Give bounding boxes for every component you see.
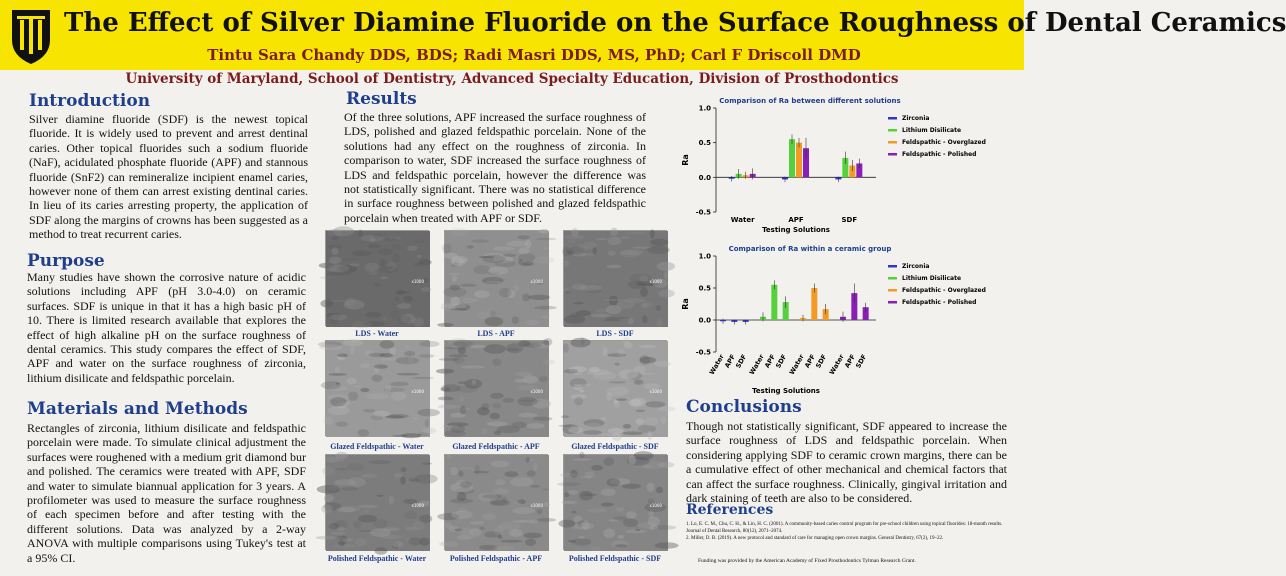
x-tick-label: Water	[707, 353, 726, 377]
sem-micrograph	[563, 230, 667, 326]
chart-title: Comparison of Ra within a ceramic group	[728, 245, 892, 253]
references-heading: References	[686, 502, 774, 518]
sem-micrograph	[563, 454, 667, 550]
micrograph-caption: LDS - APF	[477, 329, 515, 338]
purpose-text: Many studies have shown the corrosive nature of acidic solutions including APF (pH 3.0-4.0) on ceramic surfaces. SDF is unique in that it has a high basic pH of 10. There is limited research available that explores the effect of high alkaline pH on the surface roughness of dental ceramics. This study compares the effect of SDF, APF and water on the surface roughness of zirconia, lithium disilicate and feldspathic porcelain.	[27, 270, 306, 385]
x-tick-label: Water	[730, 216, 755, 224]
chart-between-solutions	[676, 92, 986, 238]
sem-micrograph	[325, 454, 429, 550]
header-banner	[0, 0, 1286, 70]
chart-between-solutions-svg	[676, 92, 986, 234]
chart-within-group-svg	[676, 240, 986, 396]
university-shield-logo	[8, 6, 54, 66]
chart-title: Comparison of Ra between different solutions	[719, 97, 901, 105]
scale-label: x1000	[530, 389, 543, 394]
sem-micrograph	[444, 230, 548, 326]
sem-micrograph	[563, 340, 667, 436]
legend-swatch	[888, 265, 897, 268]
x-tick-label: Water	[787, 353, 806, 377]
micrograph-caption: LDS - Water	[355, 329, 399, 338]
results-heading: Results	[346, 89, 417, 109]
scale-label: x1000	[649, 503, 662, 508]
x-axis-label: Testing Solutions	[752, 387, 820, 395]
micrograph-caption: Polished Feldspathic - APF	[449, 554, 543, 563]
legend-label: Feldspathic - Polished	[902, 299, 977, 306]
introduction-heading: Introduction	[29, 91, 151, 111]
x-tick-label: SDF	[734, 353, 749, 370]
legend-swatch	[888, 289, 897, 292]
legend-label: Zirconia	[902, 263, 930, 270]
x-tick-label: SDF	[774, 353, 789, 370]
scale-label: x1000	[411, 279, 424, 284]
scale-label: x1000	[649, 279, 662, 284]
y-tick-label: 1.0	[698, 104, 711, 113]
micrograph-caption: Polished Feldspathic - SDF	[568, 554, 662, 563]
micrograph-caption: Glazed Feldspathic - SDF	[571, 442, 659, 451]
micrograph-caption: LDS - SDF	[596, 329, 634, 338]
bar	[796, 143, 802, 178]
x-tick-label: APF	[803, 353, 818, 370]
x-tick-label: SDF	[854, 353, 869, 370]
x-tick-label: APF	[788, 216, 804, 224]
conclusions-heading: Conclusions	[686, 397, 802, 417]
conclusions-text: Though not statistically significant, SDF appeared to increase the surface roughness of LDS and feldspathic porcelain. When considering applying SDF to ceramic crown margins, there can be a cumulative effect of other mechanical and chemical factors that can affect the surface roughness. Clinically, gingival irritation and dark staining of teeth are also to be considered.	[686, 419, 1007, 506]
x-tick-label: Water	[747, 353, 766, 377]
introduction-text: Silver diamine fluoride (SDF) is the newest topical fluoride. It is widely used to prevent and arrest dentinal caries. Other topical fluorides such a sodium fluoride (NaF), acidulated phosphate fluoride (APF) and stannous fluoride (SnF2) can remineralize incipient enamel caries, however none of them can arrest existing dentinal caries. In lieu of its caries arresting property, the application of SDF along the margins of crowns has been suggested as a method to treat recurrent caries.	[29, 112, 308, 242]
legend-swatch	[888, 117, 897, 120]
scale-label: x1000	[411, 503, 424, 508]
legend-swatch	[888, 301, 897, 304]
references-list	[686, 521, 1004, 542]
authors-line: Tintu Sara Chandy DDS, BDS; Radi Masri DDS, MS, PhD; Carl F Driscoll DMD	[207, 46, 861, 64]
x-tick-label: APF	[763, 353, 778, 370]
poster-title: The Effect of Silver Diamine Fluoride on the Surface Roughness of Dental Ceramics	[64, 8, 1286, 38]
x-tick-label: SDF	[841, 216, 858, 224]
x-tick-label: APF	[723, 353, 738, 370]
legend-label: Lithium Disilicate	[902, 127, 962, 134]
bar	[771, 285, 777, 320]
legend-label: Feldspathic - Polished	[902, 151, 977, 158]
scale-label: x1000	[649, 389, 662, 394]
x-tick-label: APF	[843, 353, 858, 370]
reference-item: 2. Miller, D. B. (2019). A new protocol and standard of care for managing open crown margins. General Dentistry, 67(2), 19–22.	[686, 536, 944, 541]
x-axis-label: Testing Solutions	[762, 226, 830, 234]
y-tick-label: -0.5	[695, 348, 711, 357]
reference-item: 1. Lo, E. C. M., Chu, C. H., & Lin, H. C. (2001). A community-based caries control program for pre-school children using topical fluorides: 18-month results. Journal of Dental Research, 80(12), 2071–2074.	[686, 522, 1003, 534]
bar	[811, 288, 817, 320]
micrograph-caption: Polished Feldspathic - Water	[327, 554, 427, 563]
x-tick-label: Water	[827, 353, 846, 377]
affiliation-line: University of Maryland, School of Dentistry, Advanced Specialty Education, Division of Prosthodontics	[125, 71, 899, 87]
y-tick-label: 1.0	[698, 252, 711, 261]
micrograph-caption: Glazed Feldspathic - APF	[452, 442, 540, 451]
sem-micrograph	[325, 340, 429, 436]
scale-label: x1000	[530, 503, 543, 508]
legend-swatch	[888, 141, 897, 144]
micrograph-caption: Glazed Feldspathic - Water	[330, 442, 424, 451]
funding-note: Funding was provided by the American Academy of Fixed Prosthodontics Tylman Research Grant.	[698, 558, 916, 564]
purpose-heading: Purpose	[27, 251, 105, 271]
y-axis-label: Ra	[681, 298, 690, 310]
legend-label: Feldspathic - Overglazed	[902, 287, 986, 294]
chart-within-group	[676, 240, 986, 400]
methods-text: Rectangles of zirconia, lithium disilicate and feldspathic porcelain were made. To simulate clinical adjustment the surfaces were roughened with a medium grit diamond bur and polished. The ceramics were treated with APF, SDF and water to simulate biannual application for 3 years. A profilometer was used to measure the surface roughness of each specimen before and after testing with the different solutions. Data was analyzed by a 2-way ANOVA with multiple comparisons using Tukey's test at a 95% CI.	[27, 421, 306, 565]
y-axis-label: Ra	[681, 154, 690, 166]
y-tick-label: 0.5	[698, 284, 711, 293]
y-tick-label: 0.5	[698, 139, 711, 148]
sem-micrograph	[325, 230, 429, 326]
legend-label: Feldspathic - Overglazed	[902, 139, 986, 146]
legend-swatch	[888, 129, 897, 132]
legend-swatch	[888, 153, 897, 156]
legend-swatch	[888, 277, 897, 280]
legend-label: Zirconia	[902, 115, 930, 122]
y-tick-label: 0.0	[698, 173, 711, 182]
legend-label: Lithium Disilicate	[902, 275, 962, 282]
x-tick-label: SDF	[814, 353, 829, 370]
bar	[789, 139, 795, 177]
sem-micrograph	[444, 454, 548, 550]
methods-heading: Materials and Methods	[27, 399, 248, 419]
scale-label: x1000	[530, 279, 543, 284]
y-tick-label: 0.0	[698, 316, 711, 325]
scale-label: x1000	[411, 389, 424, 394]
y-tick-label: -0.5	[695, 208, 711, 217]
results-text: Of the three solutions, APF increased the surface roughness of LDS, polished and glazed feldspathic porcelain. None of the solutions had any effect on the roughness of zirconia. In comparison to water, SDF increased the surface roughness of LDS and feldspathic porcelain, however the difference was not statistically significant. There was no statistical difference in surface roughness between polished and glazed feldspathic porcelain when treated with APF or SDF.	[344, 110, 646, 225]
sem-micrograph	[444, 340, 548, 436]
